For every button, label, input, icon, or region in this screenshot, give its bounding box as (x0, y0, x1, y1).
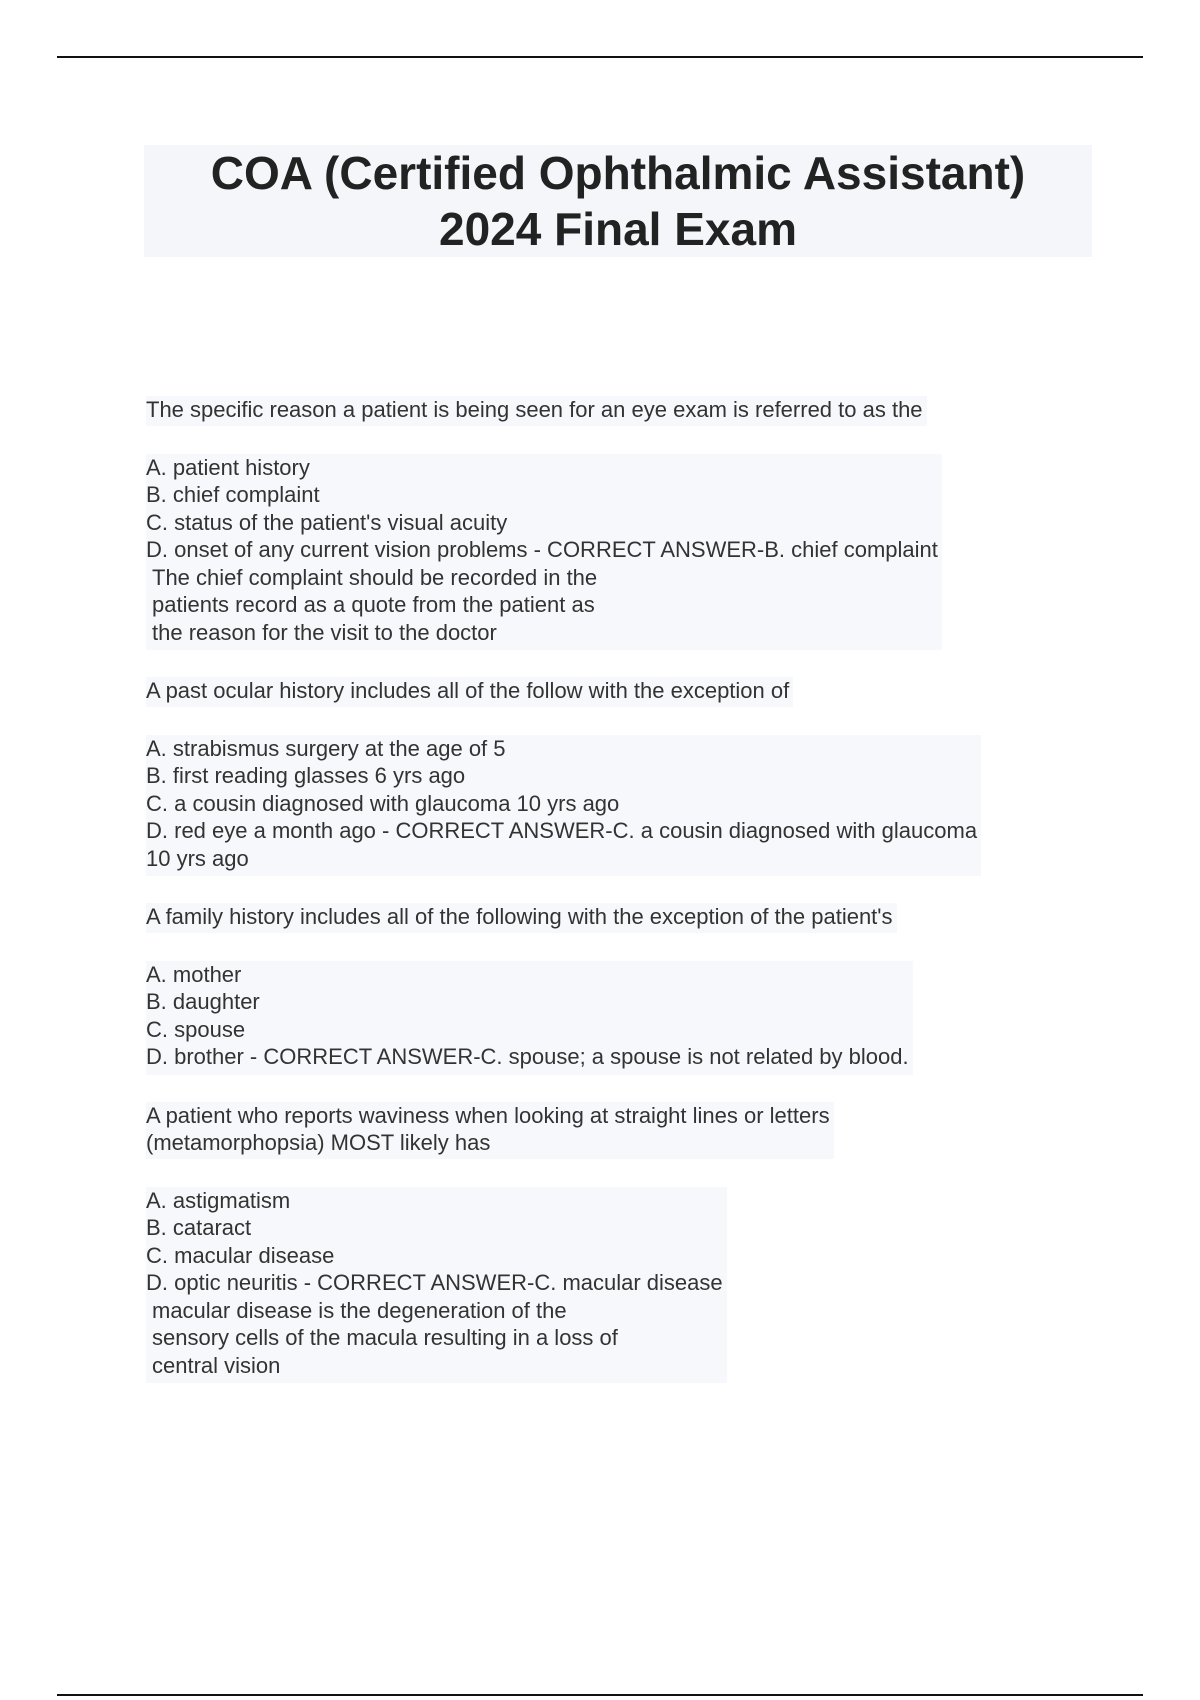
document-title (144, 145, 1092, 257)
stem-line: A family history includes all of the following with the exception of the patient's (146, 904, 893, 929)
answer-options (146, 961, 913, 1075)
stem-line: A patient who reports waviness when looking at straight lines or letters (146, 1102, 830, 1128)
explanation-line: patients record as a quote from the patient as (152, 592, 595, 617)
answer-line: D. onset of any current vision problems - CORRECT ANSWER-B. chief complaint (146, 537, 938, 562)
option-line: C. a cousin diagnosed with glaucoma 10 yrs ago (146, 790, 620, 816)
question-stem (146, 677, 793, 707)
option-line: B. cataract (146, 1215, 252, 1240)
question-item (146, 903, 1086, 1075)
explanation-line: macular disease is the degeneration of the (152, 1297, 567, 1323)
option-line: A. mother (146, 961, 242, 987)
stem-line: A past ocular history includes all of the follow with the exception of (146, 678, 790, 703)
answer-line-continued: 10 yrs ago (146, 845, 249, 871)
answer-line: D. brother - CORRECT ANSWER-C. spouse; a spouse is not related by blood. (146, 1044, 909, 1069)
title-line-2: 2024 Final Exam (439, 203, 797, 255)
question-stem (146, 1102, 834, 1159)
question-stem (146, 396, 927, 426)
option-line: C. macular disease (146, 1242, 335, 1268)
option-line: A. strabismus surgery at the age of 5 (146, 735, 506, 761)
explanation-line: central vision (152, 1352, 281, 1378)
question-item (146, 396, 1086, 650)
stem-line: The specific reason a patient is being seen for an eye exam is referred to as the (146, 397, 923, 422)
answer-options (146, 454, 942, 651)
option-line: A. patient history (146, 454, 310, 480)
question-list (146, 396, 1086, 1410)
option-line: B. first reading glasses 6 yrs ago (146, 763, 466, 788)
explanation-line: the reason for the visit to the doctor (152, 619, 497, 645)
explanation-line: sensory cells of the macula resulting in a loss of (152, 1325, 618, 1350)
question-stem (146, 903, 897, 933)
option-line: C. spouse (146, 1016, 246, 1042)
question-item (146, 677, 1086, 876)
option-line: C. status of the patient's visual acuity (146, 509, 508, 535)
explanation-line: The chief complaint should be recorded in the (152, 564, 598, 590)
answer-options (146, 1187, 727, 1384)
option-line: B. daughter (146, 989, 260, 1014)
option-line: B. chief complaint (146, 482, 320, 507)
footer-rule (57, 1694, 1143, 1696)
option-line: A. astigmatism (146, 1187, 291, 1213)
header-rule (57, 56, 1143, 58)
question-item (146, 1102, 1086, 1384)
stem-line: (metamorphopsia) MOST likely has (146, 1130, 491, 1155)
answer-line: D. optic neuritis - CORRECT ANSWER-C. macular disease (146, 1270, 723, 1295)
answer-options (146, 735, 981, 877)
answer-line: D. red eye a month ago - CORRECT ANSWER-C. a cousin diagnosed with glaucoma (146, 818, 978, 843)
title-line-1: COA (Certified Ophthalmic Assistant) (210, 147, 1026, 199)
